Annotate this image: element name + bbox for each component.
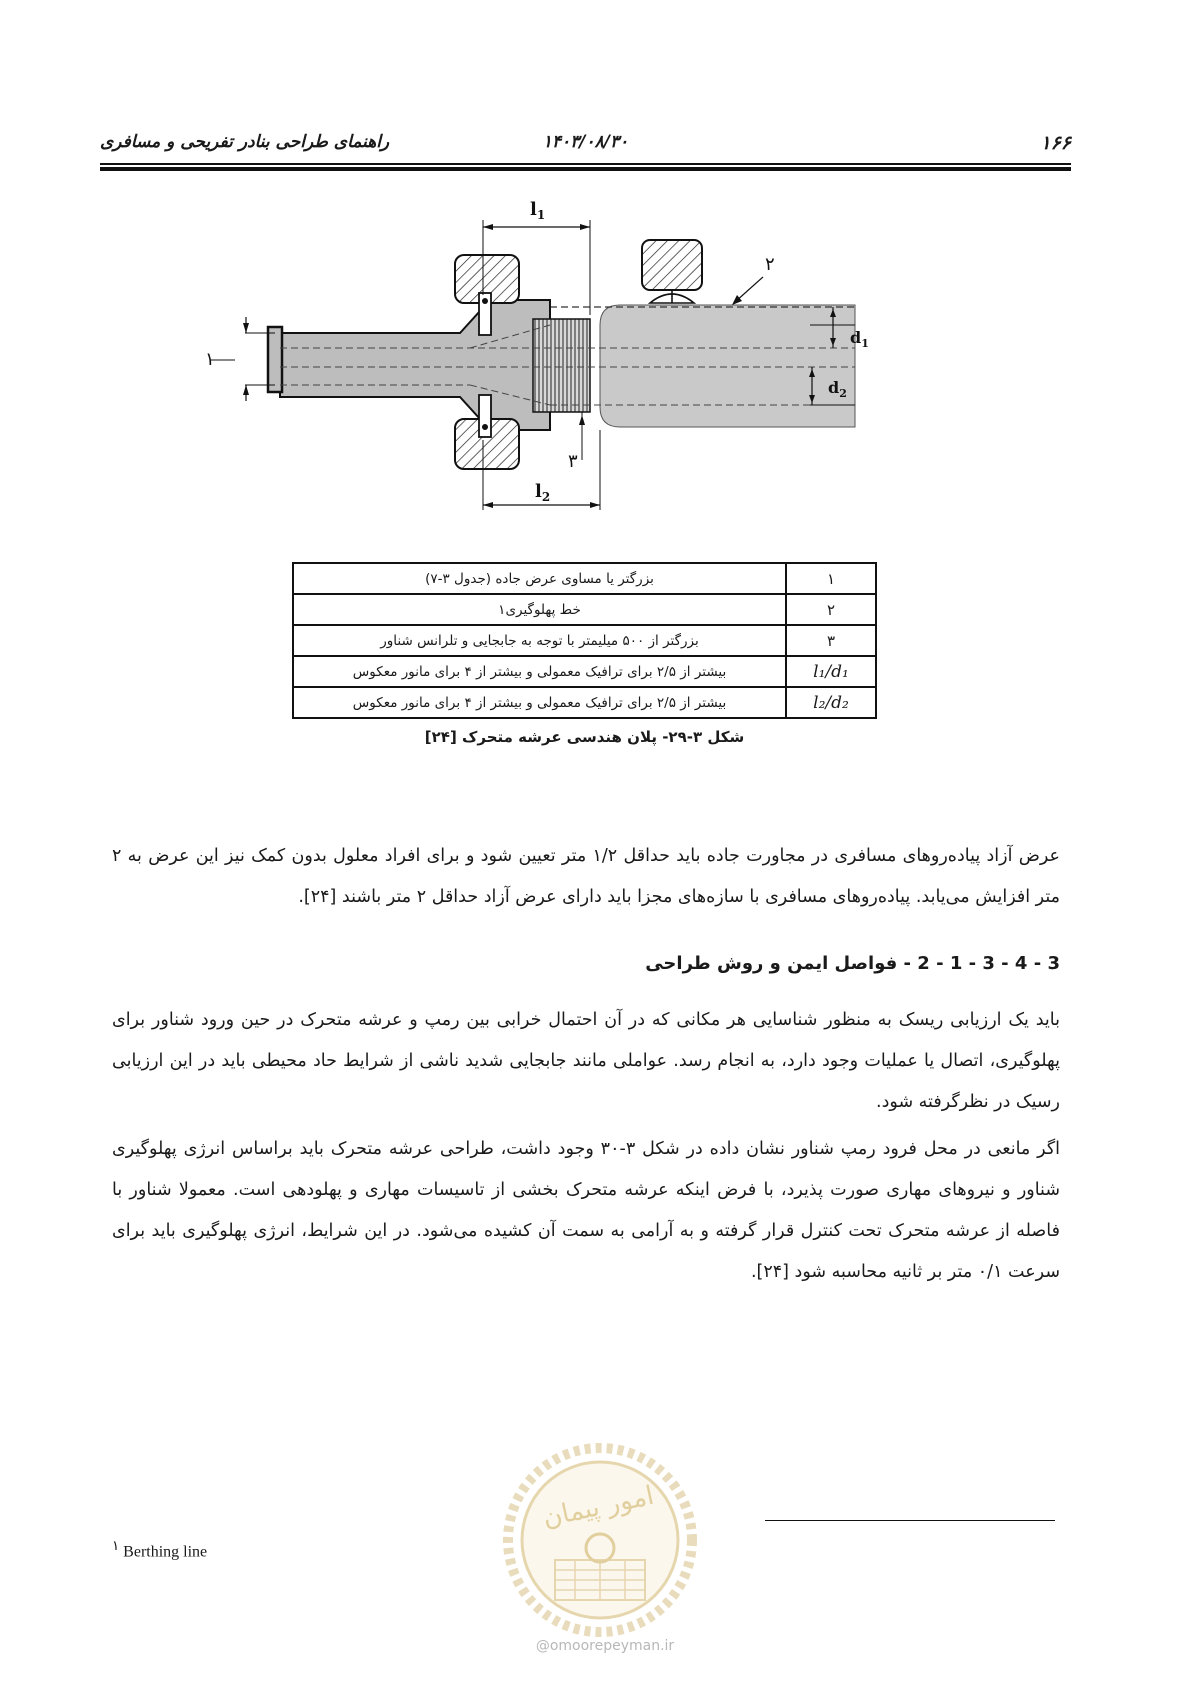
- svg-text:امور پیمان: امور پیمان: [540, 1480, 657, 1534]
- vessel-body: [600, 305, 855, 427]
- deck-flap: [533, 319, 590, 412]
- legend-key: l₂/d₂: [786, 687, 876, 718]
- footnote-text: Berthing line: [123, 1543, 208, 1561]
- header-date: ۱۴۰۳/۰۸/۳۰: [542, 132, 629, 152]
- deck-end-plate: [268, 327, 282, 392]
- header-rule-thick: [100, 167, 1071, 171]
- movable-deck: [280, 300, 550, 430]
- watermark-seal-logo: [500, 1440, 700, 1640]
- legend-text: خط پهلوگیری۱: [293, 594, 786, 625]
- label-n1: ۱: [205, 349, 215, 370]
- page-number: ۱۶۶: [1040, 132, 1071, 154]
- legend-row: [293, 594, 876, 625]
- legend-key: l₁/d₁: [786, 656, 876, 687]
- bollard-top-right: [642, 240, 702, 290]
- legend-text: بیشتر از ۲/۵ برای ترافیک معمولی و بیشتر از ۴ برای مانور معکوس: [293, 656, 786, 687]
- deck-plan-diagram: [205, 199, 950, 560]
- paragraph-risk-assessment: باید یک ارزیابی ریسک به منظور شناسایی هر مکانی که در آن احتمال خرابی بین رمپ و عرشه متحرک در حین ورود شناور برای پهلوگیری، اتصال یا عملیات وجود دارد، به انجام رسد. عواملی مانند جابجایی شدید ناشی از شرایط حاد محیطی باید در این ارزیابی رسیک در نظرگرفته شود.: [112, 1010, 1060, 1112]
- header-rule-thin: [100, 163, 1071, 165]
- legend-row: [293, 656, 876, 687]
- label-n2: ۲: [765, 254, 775, 275]
- legend-row: [293, 687, 876, 718]
- paragraph-berthing-energy: اگر مانعی در محل فرود رمپ شناور نشان داده در شکل ۳-۳۰ وجود داشت، طراحی عرشه متحرک باید براساس انرژی پهلوگیری شناور و نیروهای مهاری صورت پذیرد، با فرض اینکه عرشه متحرک بخشی از تاسیسات مهاری و پهلودهی است. معمولا شناور با فاصله از عرشه متحرک تحت کنترل قرار گرفته و به آرامی به سمت آن کشیده می‌شود. در این شرایط، انرژی پهلوگیری باید برای سرعت ۰/۱ متر بر ثانیه محاسبه شود [۲۴].: [112, 1139, 1061, 1282]
- watermark-url: @omoorepeyman.ir: [535, 1638, 675, 1654]
- legend-text: بزرگتر یا مساوی عرض جاده (جدول ۳-۷): [293, 563, 786, 594]
- label-d2: $d_2$: [828, 378, 847, 400]
- label-n3: ۳: [568, 451, 578, 472]
- label-d1: $d_1$: [850, 328, 869, 350]
- footnote-mark: ۱: [112, 1538, 120, 1553]
- label-l2: $l_2$: [535, 481, 551, 504]
- legend-row: [293, 563, 876, 594]
- legend-key: ۱: [786, 563, 876, 594]
- legend-row: [293, 625, 876, 656]
- label-l1: $l_1$: [530, 199, 546, 222]
- section-heading: 3 - 4 - 3 - 1 - 2 - فواصل ایمن و روش طراحی: [645, 953, 1060, 974]
- footnote-rule: [765, 1520, 1055, 1521]
- page-header: [100, 128, 1071, 168]
- legend-key: ۳: [786, 625, 876, 656]
- footnote: [112, 1538, 207, 1561]
- book-title: راهنمای طراحی بنادر تفریحی و مسافری: [100, 132, 390, 152]
- paragraph-walkway-width: عرض آزاد پیاده‌روهای مسافری در مجاورت جاده باید حداقل ۱/۲ متر تعیین شود و برای افراد معلول بدون کمک نیز این عرض به ۲ متر افزایش می‌یابد. پیاده‌روهای مسافری با سازه‌های مجزا باید دارای عرض آزاد حداقل ۲ متر باشند [۲۴].: [112, 846, 1060, 907]
- figure-caption: شکل ۳-۲۹- پلان هندسی عرشه متحرک [۲۴]: [424, 728, 745, 746]
- legend-text: بیشتر از ۲/۵ برای ترافیک معمولی و بیشتر از ۴ برای مانور معکوس: [293, 687, 786, 718]
- legend-text: بزرگتر از ۵۰۰ میلیمتر با توجه به جابجایی و تلرانس شناور: [293, 625, 786, 656]
- figure-legend-table: [292, 562, 877, 719]
- legend-key: ۲: [786, 594, 876, 625]
